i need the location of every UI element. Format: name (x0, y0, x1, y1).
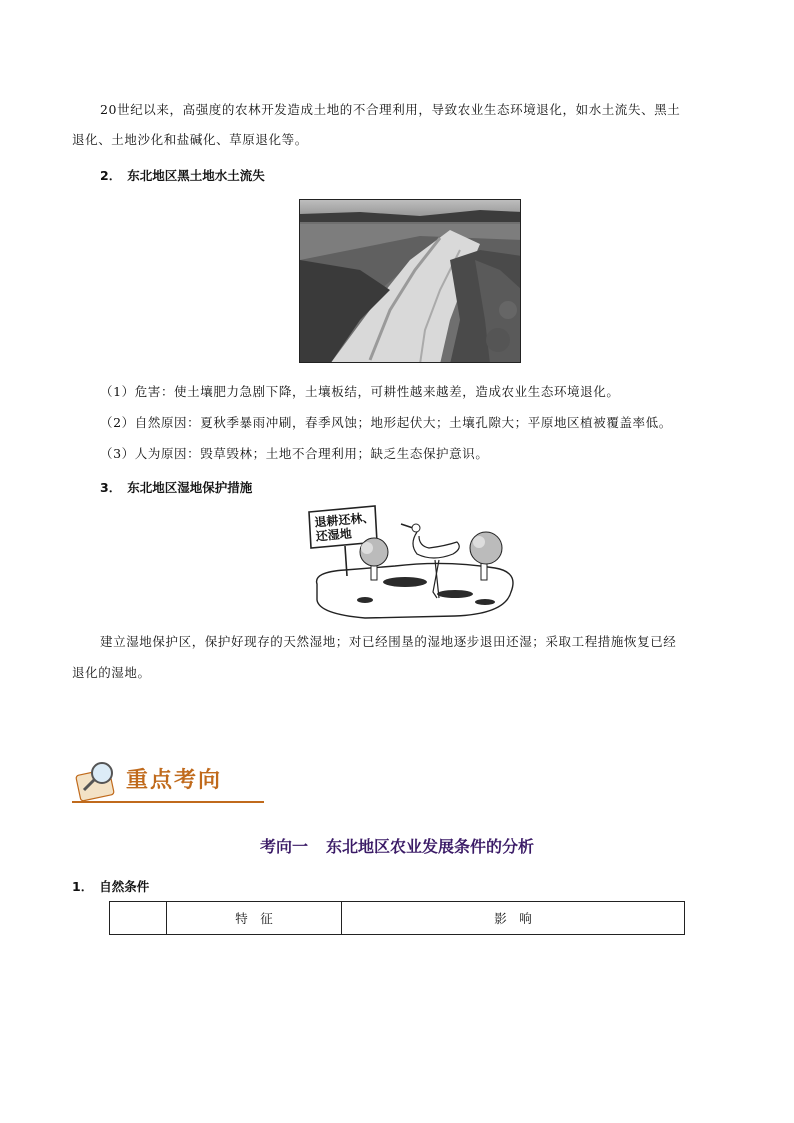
list-item-human: （3）人为原因：毁草毁林；土地不合理利用；缺乏生态保护意识。 (100, 446, 489, 461)
table-header-blank (110, 902, 167, 935)
intro-line-2: 退化、土地沙化和盐碱化、草原退化等。 (72, 132, 308, 147)
heading-number: 3． (100, 480, 122, 495)
topic-prefix: 考向一 (259, 837, 308, 856)
wetland-illustration (305, 502, 525, 622)
heading-black-soil (100, 166, 265, 184)
topic-text: 东北地区农业发展条件的分析 (326, 837, 535, 856)
sign-line-1: 退耕还林、 (313, 510, 375, 530)
intro-line-1: 20世纪以来，高强度的农林开发造成土地的不合理利用，导致农业生态环境退化，如水土流失、黑土 (100, 102, 681, 117)
soil-erosion-photo (299, 199, 521, 363)
table-header-row (110, 902, 685, 935)
conditions-table (109, 901, 685, 935)
measures-line-1: 建立湿地保护区，保护好现存的天然湿地；对已经围垦的湿地逐步退田还湿；采取工程措施恢复已经 (100, 634, 677, 649)
banner-title: 重点考向 (126, 768, 223, 793)
sign-line-2: 还湿地 (315, 526, 353, 544)
list-item-natural: （2）自然原因：夏秋季暴雨冲刷，春季风蚀；地形起伏大；土壤孔隙大；平原地区植被覆盖率低。 (100, 415, 672, 430)
heading-wetland (100, 478, 252, 496)
heading-text: 东北地区湿地保护措施 (127, 480, 253, 495)
measures-line-2: 退化的湿地。 (72, 665, 151, 680)
table-header-impact: 影 响 (342, 902, 685, 935)
list-item-harm: （1）危害：使土壤肥力急剧下降，土壤板结，可耕性越来越差，造成农业生态环境退化。 (100, 384, 620, 399)
heading-number: 2． (100, 168, 122, 183)
heading-text: 自然条件 (99, 879, 150, 894)
gully-illustration (300, 200, 521, 363)
banner-underline (72, 801, 264, 803)
heading-text: 东北地区黑土地水土流失 (127, 168, 265, 183)
heading-natural-conditions (72, 877, 149, 895)
table-header-feature: 特 征 (167, 902, 342, 935)
sign-text (314, 510, 376, 543)
heading-number: 1． (72, 879, 94, 894)
topic-title (0, 834, 794, 857)
